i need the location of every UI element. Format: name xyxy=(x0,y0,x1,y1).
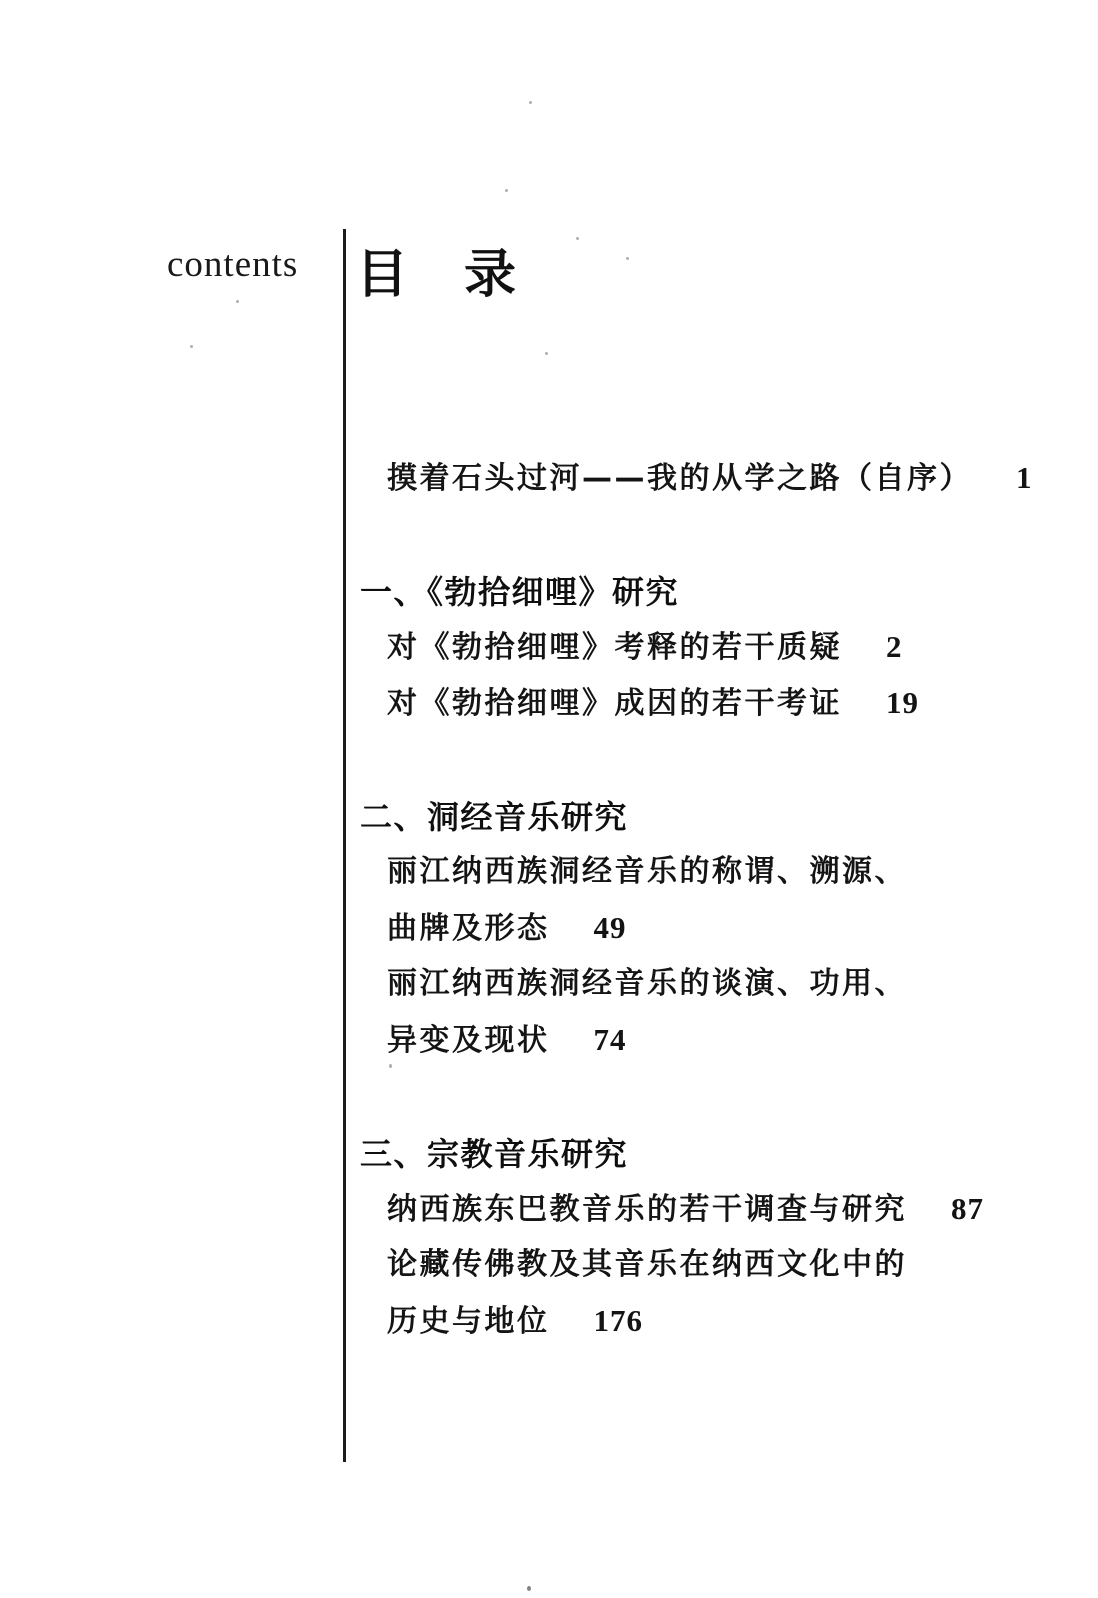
toc-entry xyxy=(360,908,1020,964)
scan-speck xyxy=(236,300,239,303)
scan-speck xyxy=(626,257,629,260)
toc-entry-text: 异变及现状 xyxy=(387,1023,550,1058)
scan-speck xyxy=(527,1586,531,1591)
toc-entry-text: 摸着石头过河——我的从学之路（自序） xyxy=(387,461,972,496)
toc-entry-page: 2 xyxy=(886,629,903,664)
toc-entry-text: 历史与地位 xyxy=(387,1304,550,1339)
toc-entry xyxy=(360,964,1020,1020)
scan-speck xyxy=(529,101,532,104)
toc-entry-page: 87 xyxy=(951,1191,984,1226)
toc-entry xyxy=(360,852,1020,908)
toc-entry-page: 176 xyxy=(593,1303,643,1338)
toc-entry-page: 74 xyxy=(593,1022,627,1057)
toc-entry-preface xyxy=(360,458,1033,514)
page-title: 目 录 xyxy=(356,245,519,305)
scan-speck xyxy=(545,352,548,355)
toc-section-heading: 二、洞经音乐研究 xyxy=(360,798,629,836)
scan-speck xyxy=(576,237,579,240)
toc-entry-text: 丽江纳西族洞经音乐的称谓、溯源、 xyxy=(387,854,907,889)
toc-entry-page: 49 xyxy=(593,910,627,945)
scan-speck xyxy=(389,1064,392,1068)
toc-entry-text: 曲牌及形态 xyxy=(387,911,550,946)
toc-list xyxy=(360,458,1033,1357)
vertical-divider xyxy=(343,229,346,1462)
toc-entry-page: 1 xyxy=(1016,460,1033,495)
toc-entry xyxy=(360,1301,1020,1357)
toc-entry-text: 丽江纳西族洞经音乐的谈演、功用、 xyxy=(387,966,907,1001)
toc-entry xyxy=(360,683,1020,739)
toc-entry xyxy=(360,1189,1020,1245)
toc-entry xyxy=(360,1020,1020,1076)
toc-entry-text: 对《勃拾细哩》成因的若干考证 xyxy=(387,686,842,721)
toc-entry xyxy=(360,1245,1020,1301)
toc-section-heading: 一、《勃拾细哩》研究 xyxy=(360,573,680,611)
toc-entry-text: 对《勃拾细哩》考释的若干质疑 xyxy=(387,630,842,665)
scan-speck xyxy=(190,345,193,348)
scan-speck xyxy=(505,189,508,192)
toc-entry-text: 论藏传佛教及其音乐在纳西文化中的 xyxy=(387,1247,907,1282)
toc-entry xyxy=(360,627,1020,683)
contents-label: contents xyxy=(167,244,299,285)
toc-entry-text: 纳西族东巴教音乐的若干调查与研究 xyxy=(387,1192,907,1227)
toc-section-heading: 三、宗教音乐研究 xyxy=(360,1135,629,1173)
toc-entry-page: 19 xyxy=(886,685,919,720)
